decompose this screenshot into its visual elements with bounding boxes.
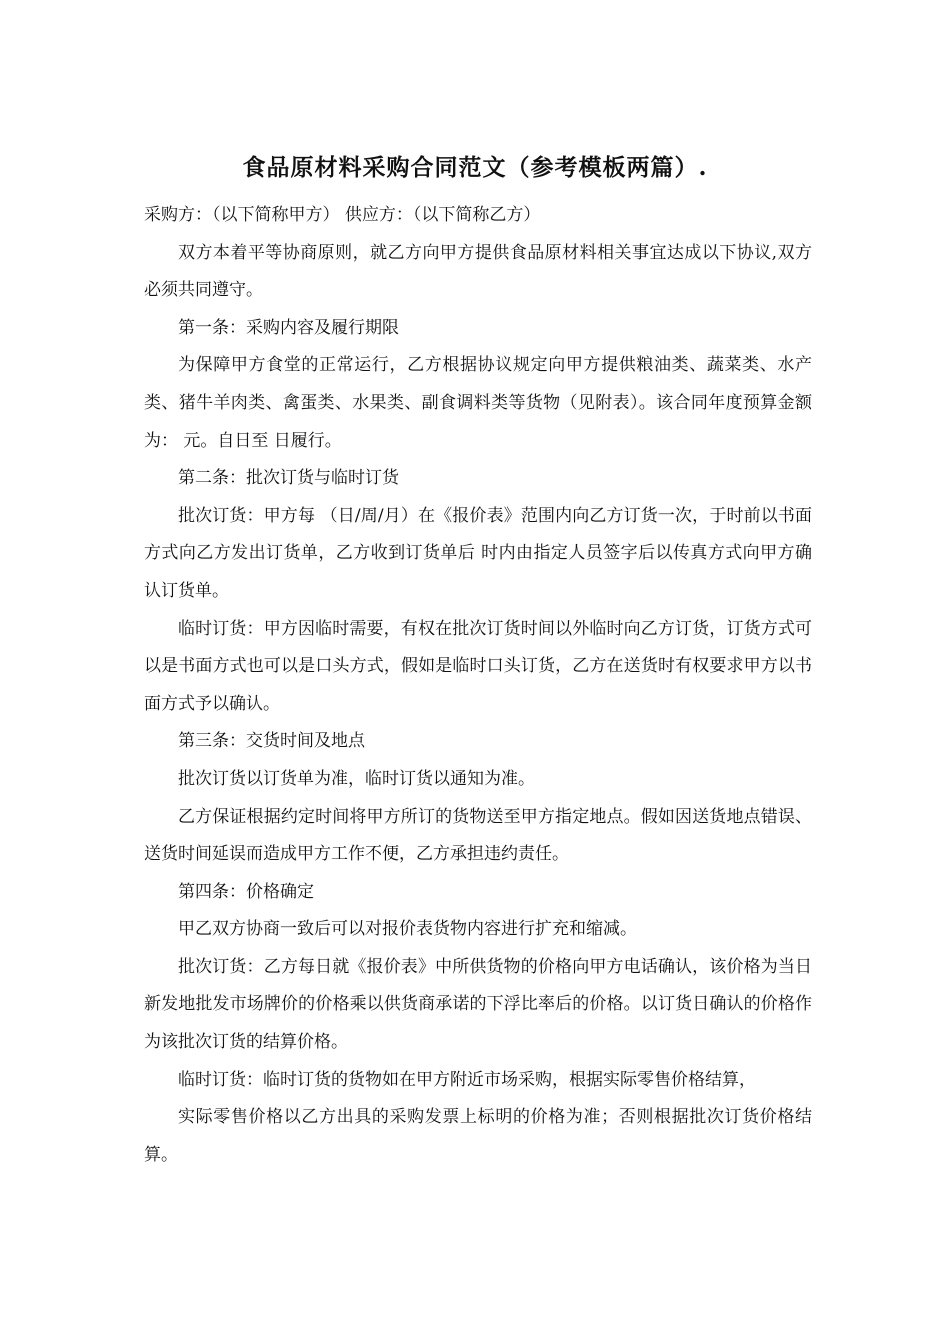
paragraph-batch-price: 批次订货：乙方每日就《报价表》中所供货物的价格向甲方电话确认，该价格为当日新发地批发市场牌价的价格乘以供货商承诺的下浮比率后的价格。以订货日确认的价格作为该批次订货的结算价格。 xyxy=(144,956,812,1053)
paragraph-delivery-basis: 批次订货以订货单为准，临时订货以通知为准。 xyxy=(178,768,535,789)
heading-article-3: 第三条：交货时间及地点 xyxy=(178,731,365,752)
paragraph-article-1-content: 为保障甲方食堂的正常运行，乙方根据协议规定向甲方提供粮油类、蔬菜类、水产类、猪牛羊肉类、禽蛋类、水果类、副食调料类等货物（见附表）。该合同年度预算金额为： 元。自日至 日履行。 xyxy=(144,355,812,451)
paragraph-retail-price: 实际零售价格以乙方出具的采购发票上标明的价格为准；否则根据批次订货价格结算。 xyxy=(144,1107,812,1165)
paragraph-parties: 采购方：（以下简称甲方） 供应方：（以下简称乙方） xyxy=(144,205,541,225)
paragraph-batch-order: 批次订货：甲方每 （日/周/月）在《报价表》范围内向乙方订货一次，于时前以书面方式向乙方发出订货单，乙方收到订货单后 时内由指定人员签字后以传真方式向甲方确认订货单。 xyxy=(144,505,812,601)
paragraph-intro: 双方本着平等协商原则，就乙方向甲方提供食品原材料相关事宜达成以下协议,双方必须共同遵守。 xyxy=(144,242,812,301)
document-body xyxy=(144,197,812,1174)
heading-article-4: 第四条：价格确定 xyxy=(178,881,314,902)
paragraph-temp-price: 临时订货：临时订货的货物如在甲方附近市场采购，根据实际零售价格结算， xyxy=(178,1069,756,1090)
document-title: 食品原材料采购合同范文（参考模板两篇）. xyxy=(242,154,708,181)
paragraph-temp-order: 临时订货：甲方因临时需要，有权在批次订货时间以外临时向乙方订货，订货方式可以是书面方式也可以是口头方式，假如是临时口头订货，乙方在送货时有权要求甲方以书面方式予以确认。 xyxy=(144,618,812,714)
paragraph-delivery-guarantee: 乙方保证根据约定时间将甲方所订的货物送至甲方指定地点。假如因送货地点错误、送货时间延误而造成甲方工作不便，乙方承担违约责任。 xyxy=(144,806,812,865)
paragraph-price-adjust: 甲乙双方协商一致后可以对报价表货物内容进行扩充和缩减。 xyxy=(178,919,637,940)
heading-article-2: 第二条：批次订货与临时订货 xyxy=(178,468,399,489)
heading-article-1: 第一条：采购内容及履行期限 xyxy=(178,317,399,338)
